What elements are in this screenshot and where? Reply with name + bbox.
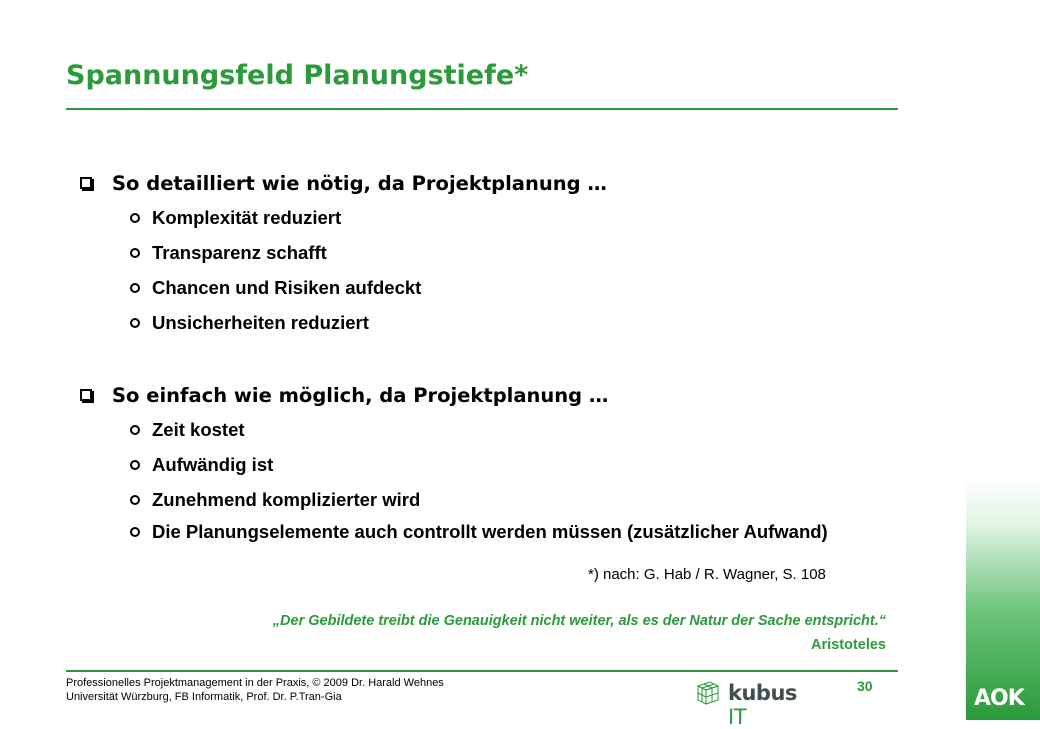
list-item-text: Komplexität reduziert: [152, 207, 342, 228]
list-item: [80, 200, 607, 235]
section-heading-text: So detailliert wie nötig, da Projektplanung …: [112, 172, 607, 195]
slide-title: Spannungsfeld Planungstiefe*: [66, 60, 529, 91]
ring-bullet-icon: [130, 460, 140, 470]
section-heading: [80, 168, 607, 200]
list-item: [80, 235, 607, 270]
ring-bullet-icon: [130, 425, 140, 435]
aok-gradient-panel: [966, 478, 1040, 720]
kubus-it-logo: [694, 678, 814, 729]
list-item-text: Chancen und Risiken aufdeckt: [152, 277, 422, 298]
quote-author: Aristoteles: [811, 637, 886, 653]
cube-icon: [694, 678, 722, 706]
list-item-text: Zunehmend komplizierter wird: [152, 489, 421, 510]
list-item: [80, 482, 852, 517]
section-heading: [80, 380, 852, 412]
footer-divider: [66, 670, 898, 672]
list-item: [80, 412, 852, 447]
ring-bullet-icon: [130, 495, 140, 505]
list-item: [80, 305, 607, 340]
quote-text: „Der Gebildete treibt die Genauigkeit nicht weiter, als es der Natur der Sache entspricht.“: [272, 613, 886, 629]
kubus-wordmark: kubus IT: [728, 681, 797, 729]
section-simple: [80, 380, 852, 547]
footer-line-1: Professionelles Projektmanagement in der Praxis, © 2009 Dr. Harald Wehnes: [66, 677, 444, 689]
footer-credits: [66, 676, 444, 704]
footnote: *) nach: G. Hab / R. Wagner, S. 108: [588, 566, 826, 583]
ring-bullet-icon: [130, 248, 140, 258]
page-number: 30: [857, 678, 873, 694]
list-item-text: Transparenz schafft: [152, 242, 327, 263]
title-divider: [66, 108, 898, 110]
square-bullet-icon: [80, 177, 92, 189]
list-item: [80, 517, 852, 547]
list-item-text: Aufwändig ist: [152, 454, 274, 475]
list-item-text: Zeit kostet: [152, 419, 245, 440]
list-item: [80, 447, 852, 482]
ring-bullet-icon: [130, 213, 140, 223]
square-bullet-icon: [80, 389, 92, 401]
footer-line-2: Universität Würzburg, FB Informatik, Prof. Dr. P.Tran-Gia: [66, 691, 342, 703]
aok-logo: AOK: [974, 686, 1024, 711]
sub-list: [80, 200, 607, 340]
list-item: [80, 270, 607, 305]
section-heading-text: So einfach wie möglich, da Projektplanung …: [112, 384, 609, 407]
ring-bullet-icon: [130, 527, 140, 537]
list-item-text: Unsicherheiten reduziert: [152, 312, 369, 333]
sub-list: [80, 412, 852, 547]
ring-bullet-icon: [130, 318, 140, 328]
section-detail: [80, 168, 607, 340]
ring-bullet-icon: [130, 283, 140, 293]
list-item-text: Die Planungselemente auch controllt werden müssen (zusätzlicher Aufwand): [152, 521, 828, 542]
